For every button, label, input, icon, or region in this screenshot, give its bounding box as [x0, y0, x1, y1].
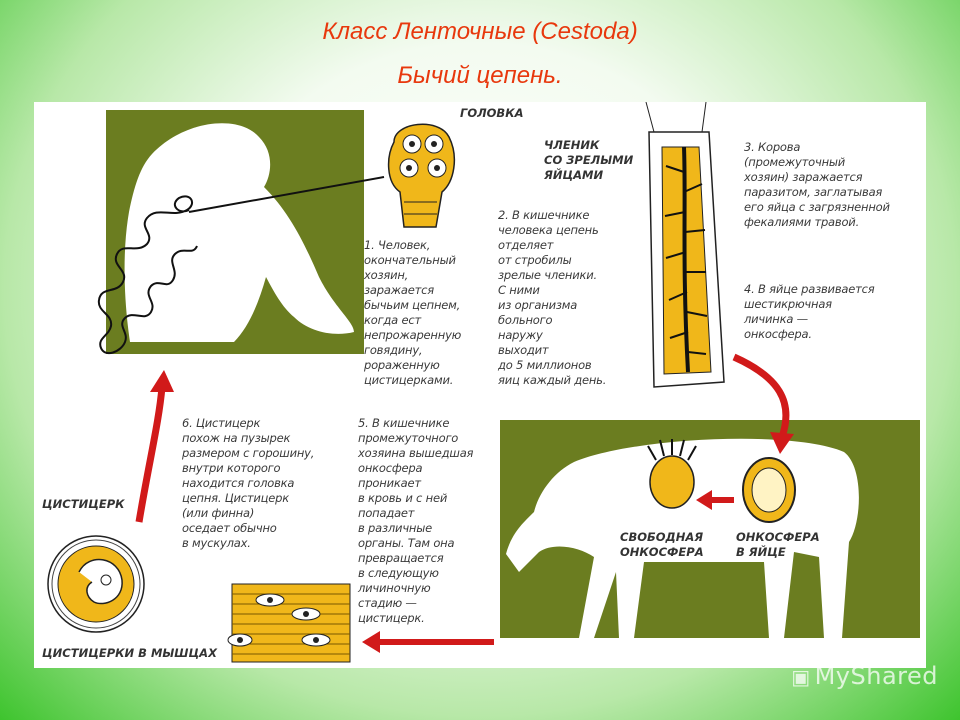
proglottid — [646, 102, 724, 387]
egg-oncosphere — [743, 458, 795, 522]
label-head: ГОЛОВКА — [460, 106, 524, 120]
label-free-oncosphere: СВОБОДНАЯ ОНКОСФЕРА — [620, 530, 704, 559]
label-cysticercus: ЦИСТИЦЕРК — [42, 497, 125, 511]
slide-subtitle: Бычий цепень. — [397, 62, 563, 89]
step-3-text: 3. Корова (промежуточный хозяин) заражается паразитом, заглатывая его яйца с загрязненной фекалиями травой. — [744, 140, 890, 229]
scolex — [389, 124, 455, 227]
label-muscle: ЦИСТИЦЕРКИ В МЫШЦАХ — [42, 646, 217, 660]
muscle-drawing — [228, 584, 350, 662]
label-egg-oncosphere: ОНКОСФЕРА В ЯЙЦЕ — [736, 530, 820, 559]
watermark — [791, 662, 938, 690]
step-2-text: 2. В кишечнике человека цепень отделяет от стробилы зрелые членики. С ними из организма больного наружу выходит до 5 миллионов яиц каждый день. — [498, 208, 607, 387]
label-segment: ЧЛЕНИК СО ЗРЕЛЫМИ ЯЙЦАМИ — [544, 138, 634, 182]
step-6-text: 6. Цистицерк похож на пузырек размером с горошину, внутри которого находится головка цепня. Цистицерк (или финна) оседает обычно в мускулах. — [182, 416, 315, 550]
cysticercus-drawing — [48, 536, 144, 632]
lifecycle-diagram — [34, 102, 926, 668]
watermark-text: MyShared — [814, 662, 938, 690]
step-1-text: 1. Человек, окончательный хозяин, заражается бычьим цепнем, когда ест непрожаренную говядину, pораженную цистицерками. — [364, 238, 462, 387]
slide-title: Класс Ленточные (Cestoda) — [322, 18, 638, 45]
step-4-text: 4. В яйце развивается шестикрючная личинка — онкосфера. — [744, 282, 875, 341]
step-5-text: 5. В кишечнике промежуточного хозяина вышедшая онкосфера проникает в кровь и с ней попадает в различные органы. Там она превращается в следующую личиночную стадию — цистицерк. — [358, 416, 474, 625]
arrow-cyst-to-human — [139, 387, 162, 522]
watermark-logo-icon: ▣ — [791, 665, 811, 689]
